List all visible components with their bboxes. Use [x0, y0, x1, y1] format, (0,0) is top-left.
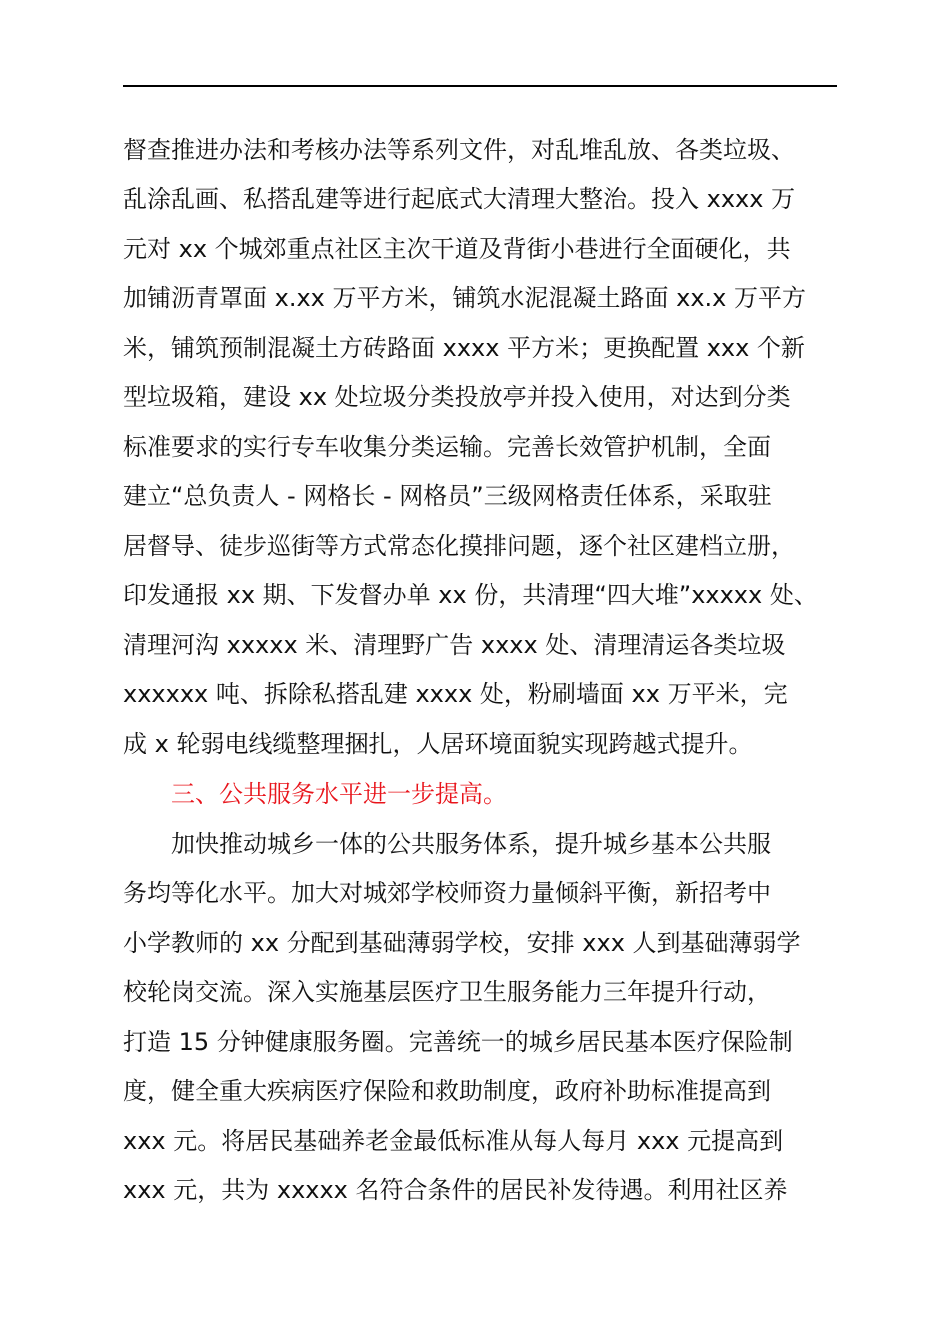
- paragraph-line: 加铺沥青罩面 x.xx 万平方米，铺筑水泥混凝土路面 xx.x 万平方: [123, 284, 806, 312]
- paragraph-line: xxxxxx 吨、拆除私搭乱建 xxxx 处，粉刷墙面 xx 万平米，完: [123, 680, 788, 708]
- paragraph-line: 务均等化水平。加大对城郊学校师资力量倾斜平衡，新招考中: [123, 879, 771, 907]
- header-rule: [123, 85, 837, 87]
- paragraph-line: 打造 15 分钟健康服务圈。完善统一的城乡居民基本医疗保险制: [123, 1028, 793, 1056]
- paragraph-line: 建立“总负责人 - 网格长 - 网格员”三级网格责任体系，采取驻: [123, 482, 772, 510]
- paragraph-line: 米，铺筑预制混凝土方砖路面 xxxx 平方米；更换配置 xxx 个新: [123, 334, 805, 362]
- paragraph-line: 小学教师的 xx 分配到基础薄弱学校，安排 xxx 人到基础薄弱学: [123, 929, 801, 957]
- paragraph-line: 乱涂乱画、私搭乱建等进行起底式大清理大整治。投入 xxxx 万: [123, 185, 796, 213]
- paragraph-line: xxx 元。将居民基础养老金最低标准从每人每月 xxx 元提高到: [123, 1127, 784, 1155]
- paragraph-line: 元对 xx 个城郊重点社区主次干道及背街小巷进行全面硬化，共: [123, 235, 791, 263]
- paragraph-line: 校轮岗交流。深入实施基层医疗卫生服务能力三年提升行动，: [123, 978, 771, 1006]
- paragraph-line: 标准要求的实行专车收集分类运输。完善长效管护机制，全面: [123, 433, 771, 461]
- paragraph-line: 清理河沟 xxxxx 米、清理野广告 xxxx 处、清理清运各类垃圾: [123, 631, 786, 659]
- paragraph-line: xxx 元，共为 xxxxx 名符合条件的居民补发待遇。利用社区养: [123, 1176, 788, 1204]
- paragraph-line: 居督导、徒步巡街等方式常态化摸排问题，逐个社区建档立册，: [123, 532, 795, 560]
- paragraph-line: 成 x 轮弱电线缆整理捆扎，人居环境面貌实现跨越式提升。: [123, 730, 753, 758]
- section-heading: 三、公共服务水平进一步提高。: [171, 780, 507, 808]
- paragraph-line: 督查推进办法和考核办法等系列文件，对乱堆乱放、各类垃圾、: [123, 136, 795, 164]
- paragraph-line: 度，健全重大疾病医疗保险和救助制度，政府补助标准提高到: [123, 1077, 771, 1105]
- paragraph-line: 印发通报 xx 期、下发督办单 xx 份，共清理“四大堆”xxxxx 处、: [123, 581, 818, 609]
- paragraph-line: 加快推动城乡一体的公共服务体系，提升城乡基本公共服: [171, 830, 771, 858]
- paragraph-line: 型垃圾箱，建设 xx 处垃圾分类投放亭并投入使用，对达到分类: [123, 383, 791, 411]
